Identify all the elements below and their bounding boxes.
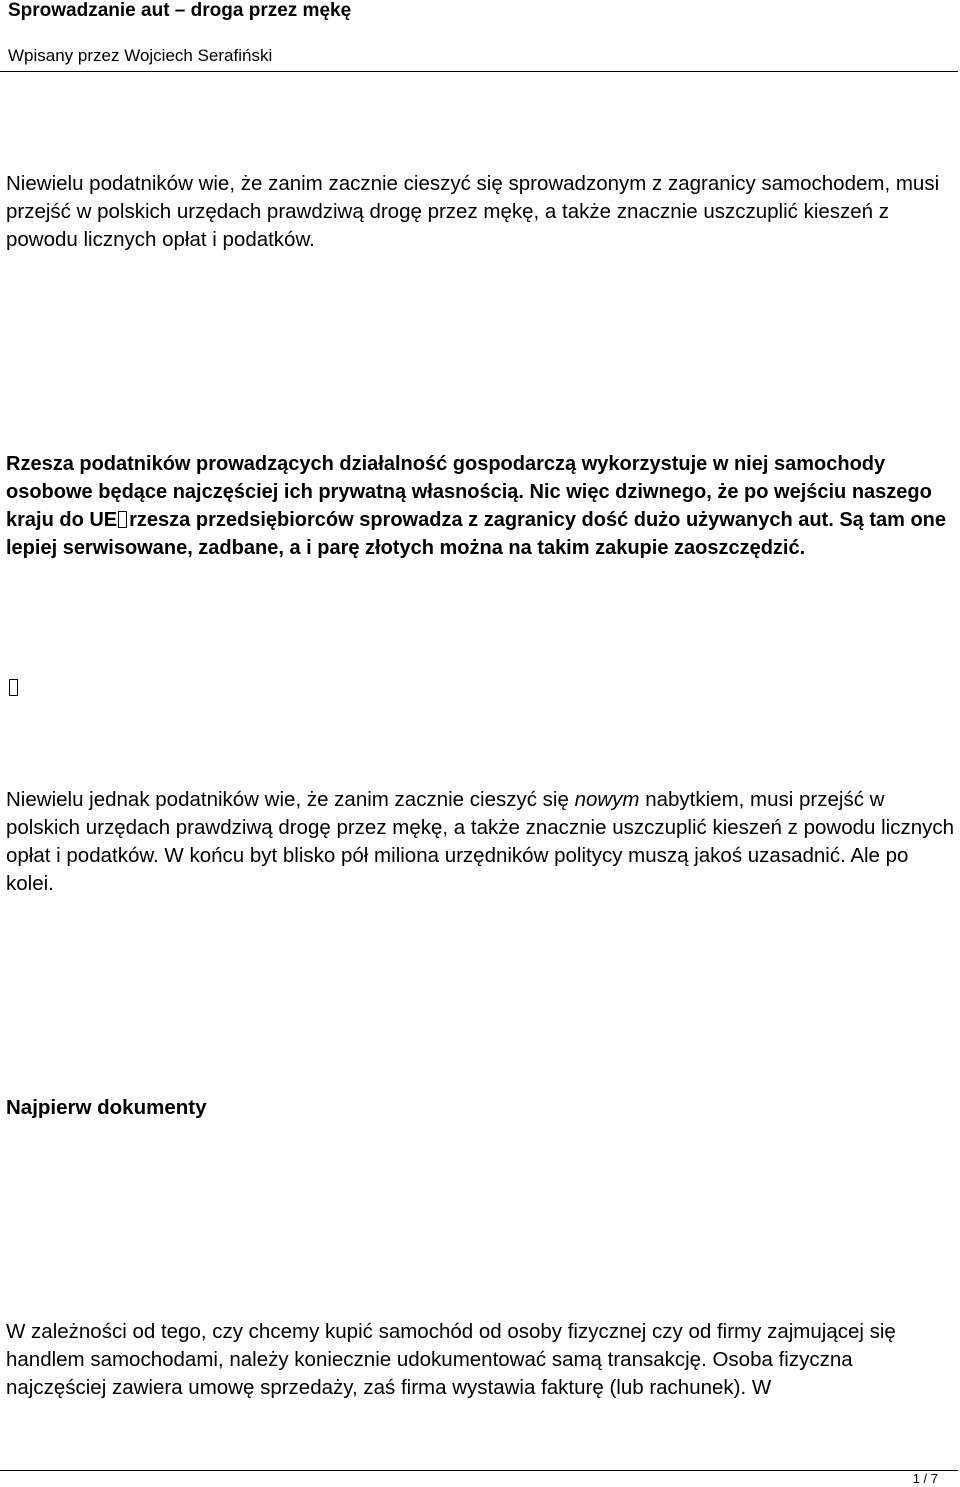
emphasis-word: nowym [574,788,640,811]
second-paragraph-part-2: nabytkiem, musi przejść w polskich urzędach prawdziwą drogę przez mękę, a także znacznie uszczuplić kieszeń z powodu licznych opłat i podatków. W końcu byt blisko pół miliona urzędników politycy muszą jakoś uzasadnić. Ale po kolei. [6,788,955,895]
bold-paragraph-part-2: rzesza przedsiębiorców sprowadza z zagranicy dość dużo używanych aut. Są tam one lepiej serwisowane, zadbane, a i parę złotych można na takim zakupie zaoszczędzić. [6,509,947,559]
page-title: Sprowadzanie aut – droga przez mękę [8,0,352,21]
documents-paragraph: W zależności od tego, czy chcemy kupić samochód od osoby fizycznej czy od firmy zajmującej się handlem samochodami, należy koniecznie udokumentować samą transakcję. Osoba fizyczna najczęściej zawiera umowę sprzedaży, zaś firma wystawia fakturę (lub rachunek). W [6,1320,896,1399]
bold-paragraph [6,450,956,562]
section-heading: Najpierw dokumenty [6,1096,207,1119]
second-paragraph [6,786,956,898]
header-divider [0,71,958,72]
bold-paragraph-part-1: Rzesza podatników prowadzących działalność gospodarczą wykorzystuje w niej samochody osobowe będące najczęściej ich prywatną własnością. Nic więc dziwnego, że po wejściu naszego kraju do UE [6,453,932,531]
page-number: 1 / 7 [912,1471,938,1486]
author-line: Wpisany przez Wojciech Serafiński [8,46,273,65]
second-paragraph-part-1: Niewielu jednak podatników wie, że zanim zacznie cieszyć się [6,788,575,811]
missing-glyph-icon [9,679,18,696]
missing-glyph-icon [118,511,127,528]
intro-paragraph: Niewielu podatników wie, że zanim zacznie cieszyć się sprowadzonym z zagranicy samochodem, musi przejść w polskich urzędach prawdziwą drogę przez mękę, a także znacznie uszczuplić kieszeń z powodu licznych opłat i podatków. [6,172,940,251]
footer-divider [0,1470,958,1471]
